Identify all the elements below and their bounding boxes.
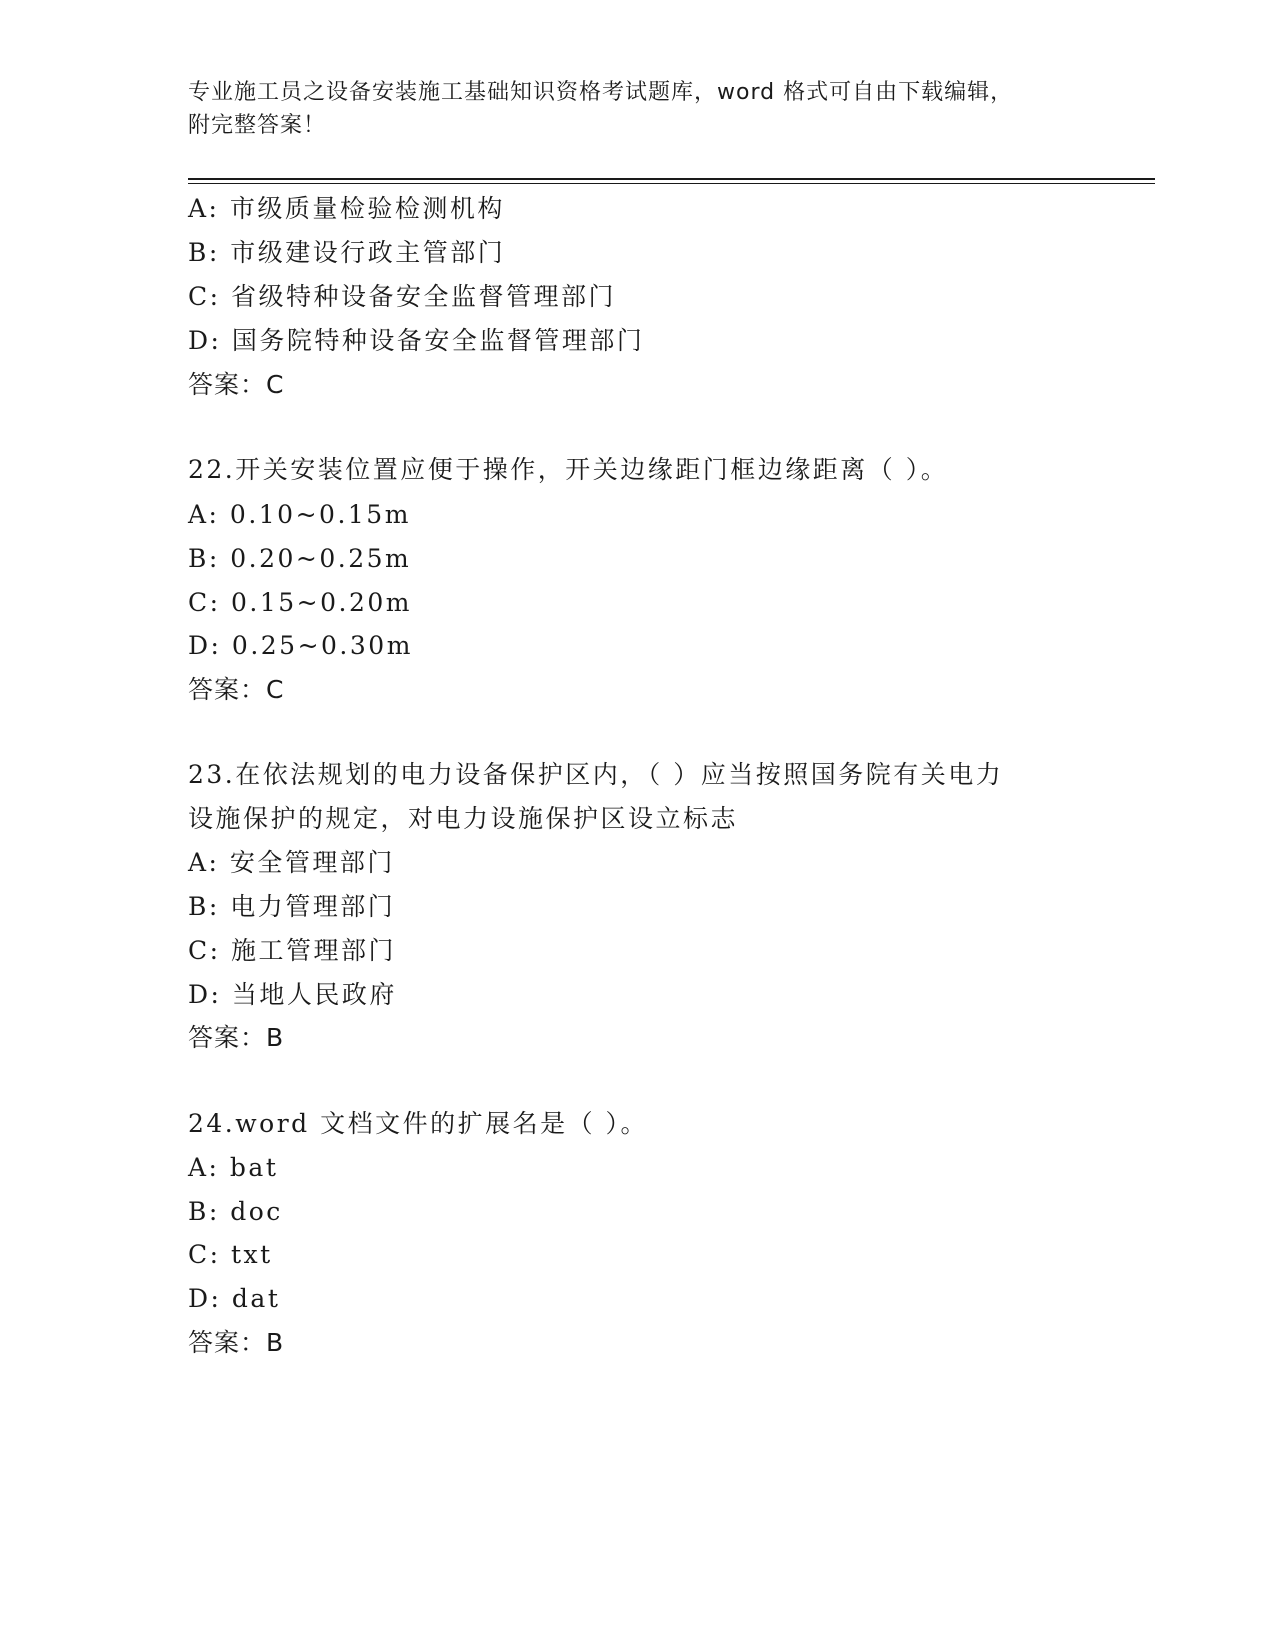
q21-option-a: A: 市级质量检验检测机构 [188,194,505,223]
header-line-1: 专业施工员之设备安装施工基础知识资格考试题库，word 格式可自由下载编辑， [188,80,1014,105]
q23-question-line-2: 设施保护的规定，对电力设施保护区设立标志 [188,804,739,833]
q24-option-a: A: bat [188,1153,279,1182]
header-divider-thick [188,178,1155,180]
q23-option-b: B: 电力管理部门 [188,892,396,921]
q24-option-d: D: dat [188,1284,281,1313]
q23-question-line-1: 23.在依法规划的电力设备保护区内，（ ）应当按照国务院有关电力 [188,760,1004,789]
q23-option-c: C: 施工管理部门 [188,936,396,965]
q21-answer: 答案：C [188,370,285,399]
q22-option-d: D: 0.25~0.30m [188,631,413,660]
q22-answer: 答案：C [188,675,285,704]
q21-option-b: B: 市级建设行政主管部门 [188,238,506,267]
q24-option-c: C: txt [188,1240,273,1269]
q24-question: 24.word 文档文件的扩展名是（ ）。 [188,1109,649,1138]
q21-option-c: C: 省级特种设备安全监督管理部门 [188,282,616,311]
q21-option-d: D: 国务院特种设备安全监督管理部门 [188,326,645,355]
q23-answer: 答案：B [188,1023,285,1052]
q22-option-c: C: 0.15~0.20m [188,588,412,617]
document-header [188,76,1068,142]
q22-option-a: A: 0.10~0.15m [188,500,411,529]
q22-question: 22.开关安装位置应便于操作，开关边缘距门框边缘距离（ ）。 [188,455,949,484]
q22-option-b: B: 0.20~0.25m [188,544,412,573]
q23-option-d: D: 当地人民政府 [188,980,397,1009]
q23-option-a: A: 安全管理部门 [188,848,395,877]
header-divider-thin [188,183,1155,184]
q24-answer: 答案：B [188,1328,285,1357]
q24-option-b: B: doc [188,1197,283,1226]
header-line-2: 附完整答案！ [188,113,327,138]
